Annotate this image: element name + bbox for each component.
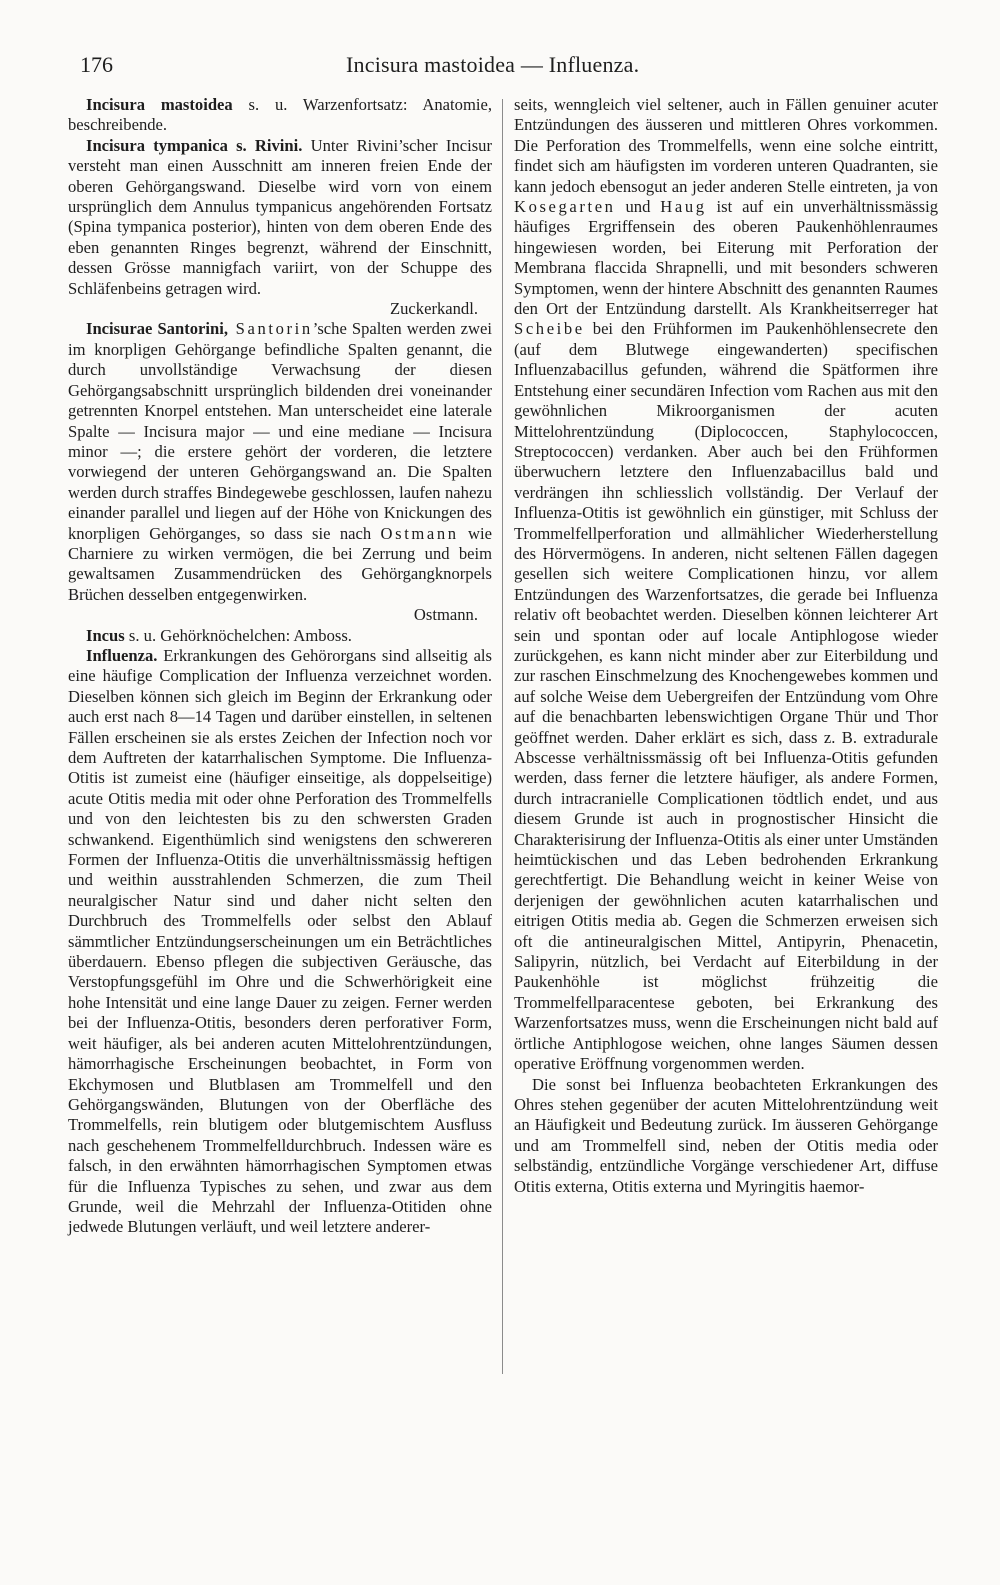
person-name: Santorin <box>228 319 313 339</box>
entry-text: wie Charniere zu wirken vermögen, die bei Zerrung und beim gewaltsamen Zusammendrücken des Gehörgangknorpels Brüchen desselben entgegenwirken. <box>68 523 492 604</box>
entry-incisura-mastoidea <box>68 95 492 136</box>
column-divider <box>502 99 503 1374</box>
page-number: 176 <box>80 52 113 77</box>
entry-influenza <box>68 646 492 1238</box>
influenza-other-diseases: Die sonst bei Influenza beobachteten Erkrankungen des Ohres stehen gegenüber der acuten Mittelohrentzündung weit an Häufigkeit und Bedeutung zurück. Im äusseren Gehörgange und am Trommelfell sind, neben der Otitis media oder selbständig, entzündliche Vorgänge verschiedener Art, diffuse Otitis externa, Otitis externa und Myringitis haemor- <box>514 1074 938 1196</box>
lemma: Incisura mastoidea <box>86 95 233 114</box>
entry-text: ist auf ein unverhältnissmässig häufiges Ergriffensein des oberen Paukenhöhlenraumes hingewiesen worden, bei Eiterung mit Perforation der Membrana flaccida Shrapnelli, und mit besonders schweren Symptomen, wenn der hintere Abschnitt des genannten Raumes den Ort der Entzündung darstellt. Als Krankheitserreger hat <box>514 197 938 319</box>
person-name: Haug <box>660 197 707 217</box>
text-columns <box>68 95 938 1565</box>
person-name: Scheibe <box>514 319 585 339</box>
entry-text: s. u. Warzenfortsatz: Anatomie, beschreibende. <box>68 95 492 135</box>
lemma: Incus <box>86 625 125 645</box>
author-signature: Ostmann. <box>413 605 478 625</box>
running-title: Incisura mastoidea — Influenza. <box>346 52 640 77</box>
entry-text: und <box>615 197 661 217</box>
entry-text: Unter Rivini’scher Incisur versteht man einen Ausschnitt am inneren freien Ende der oberen Gehörgangswand. Dieselbe wird vorn von einem ursprünglich dem Annulus tympanicus angehörenden Fortsatz (Spina tympanica posterior), hinten von dem oberen Ende des eben genannten Ringes begrenzt, während der Einschnitt, dessen Grösse mannigfach variirt, von der Schuppe des Schläfenbeins getragen wird. <box>68 135 492 298</box>
page-header <box>68 52 938 92</box>
entry-incisura-tympanica <box>68 136 492 320</box>
right-column <box>514 95 938 1197</box>
entry-text: Erkrankungen des Gehörorgans sind allseitig als eine häufige Complication der Influenza verzeichnet worden. Dieselben können sich gleich im Beginn der Erkrankung oder auch erst nach 8—14 Tagen und darüber einstellen, in seltenen Fällen erscheinen sie als erstes Zeichen der Infection noch vor dem Auftreten der katarrhalischen Symptome. Die Influenza-Otitis ist zumeist eine (häufiger einseitige, als doppelseitige) acute Otitis media mit oder ohne Perforation des Trommelfells und von den leichtesten bis zu den schwersten Graden schwankend. Eigenthümlich sind wenigstens den schwereren Formen der Influenza-Otitis die unverhältnissmässig heftigen und weithin ausstrahlenden Schmerzen, die zum Theil neuralgischer Natur sind und daher nicht selten den Durchbruch des Trommelfells oder selbst den Ablauf sämmtlicher Entzündungserscheinungen um ein Beträchtliches überdauern. Ebenso pflegen die subjectiven Geräusche, das Verstopfungsgefühl im Ohre und die Schwerhörigkeit eine hohe Intensität und eine lange Dauer zu zeigen. Ferner werden bei der Influenza-Otitis, besonders deren perforativer Form, weit häufiger, als bei anderen acuten Mittelohrentzündungen, hämorrhagische Erscheinungen beobachtet, in Form von Ekchymosen und Blutblasen am Trommelfell und den Gehörgangswänden, Blutungen von der Oberfläche des Trommelfells, rein blutigem oder blutgemischtem Ausfluss nach geschehenem Trommelfelldurchbruch. Indessen wäre es falsch, in den erwähnten hämorrhagischen Symptomen etwas für die Influenza Typisches zu sehen, und zwar aus dem Grunde, weil die Mehrzahl der Influenza-Otitiden ohne jedwede Blutungen verläuft, und weil letztere anderer- <box>68 645 492 1237</box>
entry-text: ’sche Spalten werden zwei im knorpligen Gehörgange befindliche Spalten genannt, die durch unvollständige Verwachsung der diesen Gehörgangsabschnitt ursprünglich bildenden drei voneinander getrennten Knorpel entstehen. Man unterscheidet eine laterale Spalte — Incisura major — und eine mediane — Incisura minor —; die erstere gehört der vorderen, die letztere vorwiegend der unteren Gehörgangswand an. Die Spalten werden durch straffes Bindegewebe geschlossen, laufen nahezu einander parallel und liegen auf der Höhe von Knickungen des knorpligen Gehörganges, so dass sie nach <box>68 319 492 543</box>
entry-incus <box>68 626 492 646</box>
person-name: Kosegarten <box>514 197 616 217</box>
entry-incisurae-santorini <box>68 319 492 625</box>
left-column <box>68 95 492 1238</box>
person-name: Ostmann <box>380 523 459 543</box>
entry-text: bei den Frühformen im Paukenhöhlensecrete den (auf dem Blutwege eingewanderten) specifischen Influenzabacillus gefunden, während die Spätformen ihre Entstehung einer secundären Infection vom Rachen aus mit den gewöhnlichen Mikroorganismen der acuten Mittelohrentzündung (Diplococcen, Staphylococcen, Streptococcen) verdanken. Aber auch bei den Frühformen überwuchern letztere den Influenzabacillus bald und verdrängen ihn schliesslich vollständig. Der Verlauf der Influenza-Otitis ist gewöhnlich ein günstiger, mit Schluss der Trommelfellperforation und allmählicher Wiederherstellung des Hörvermögens. In anderen, nicht seltenen Fällen dagegen gesellen sich weitere Complicationen hinzu, vor allem Entzündungen des Warzenfortsatzes, die gerade bei Influenza relativ oft beobachtet werden. Dieselben können leichterer Art sein und spontan oder auf locale Antiphlogose wieder zurückgehen, es kann nicht minder aber zur Eiterbildung und zur raschen Einschmelzung des Knochengewebes kommen und auf solche Weise dem Uebergreifen der Entzündung vom Ohre auf die benachbarten lebenswichtigen Organe Thür und Thor geöffnet werden. Daher erklärt es sich, dass z. B. extradurale Abscesse verhältnissmässig oft bei Influenza-Otitis gefunden werden, dass ferner die letztere häufiger, als andere Formen, durch intracranielle Complicationen tödtlich endet, und aus diesem Grunde ist auch in prognostischer Hinsicht die Charakterisirung der Influenza-Otitis als einer unter Umständen heimtückischen und das Leben bedrohenden Erkrankung gerechtfertigt. Die Behandlung weicht in keiner Weise von derjenigen der gewöhnlichen acuten katarrhalischen und eitrigen Otitis media ab. Gegen die Schmerzen erweisen sich oft die antineuralgischen Mittel, Antipyrin, Phenacetin, Salipyrin, nützlich, bei Verdacht auf Eiterbildung in der Paukenhöhle ist möglichst frühzeitig die Trommelfellparacentese geboten, bei Erkrankung des Warzenfortsatzes muss, wenn die Erscheinungen nicht bald auf örtliche Antiphlogose weichen, ohne langes Säumen dessen operative Eröffnung vorgenommen werden. <box>514 319 938 1074</box>
influenza-continued <box>514 95 938 1075</box>
lemma: Influenza. <box>86 645 158 665</box>
entry-text: s. u. Gehörknöchelchen: Amboss. <box>124 625 352 645</box>
lemma: Incisurae Santorini, <box>86 319 228 339</box>
lemma: Incisura tympanica s. Rivini. <box>86 135 303 155</box>
author-signature: Zuckerkandl. <box>389 299 478 319</box>
entry-text: seits, wenngleich viel seltener, auch in Fällen genuiner acuter Entzündungen des äusseren und mittleren Ohres vorkommen. Die Perforation des Trommelfells, wenn eine solche eintritt, findet sich am häufigsten im vorderen unteren Quadranten, sie kann jedoch ebensogut an jeder anderen Stelle eintreten, ja von <box>514 95 938 196</box>
